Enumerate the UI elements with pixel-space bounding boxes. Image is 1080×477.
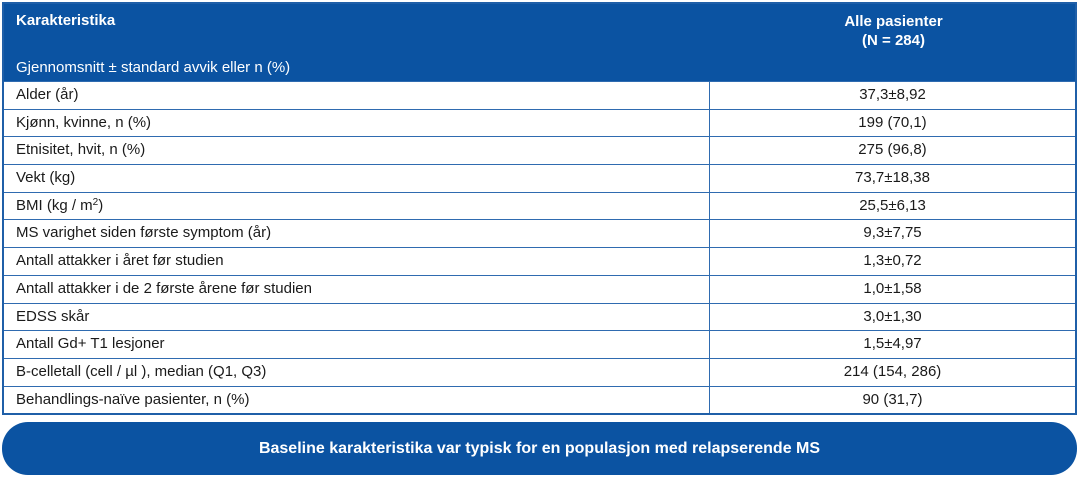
table-row [4, 386, 1075, 414]
row-label: Behandlings-naïve pasienter, n (%) [4, 387, 710, 414]
column-header-characteristics: Karakteristika [16, 12, 116, 29]
row-label: Vekt (kg) [4, 165, 710, 192]
column-header-subtitle: Gjennomsnitt ± standard avvik eller n (%) [16, 59, 291, 76]
table-row [4, 358, 1075, 386]
superscript: 2 [92, 196, 99, 208]
bmi-label-text: BMI (kg / m [16, 196, 93, 214]
row-label [4, 193, 710, 220]
table-row [4, 219, 1075, 247]
all-patients-label: Alle pasienter [844, 13, 943, 30]
table-row [4, 303, 1075, 331]
row-label: Antall attakker i de 2 første årene før studien [4, 276, 710, 303]
row-value: 1,3±0,72 [863, 252, 922, 270]
row-label: B-celletall (cell / µl ), median (Q1, Q3) [4, 359, 710, 386]
table-row [4, 109, 1075, 137]
table-row [4, 330, 1075, 358]
table-row [4, 247, 1075, 275]
baseline-characteristics-table [2, 2, 1077, 415]
row-label: EDSS skår [4, 304, 710, 331]
row-value: 214 (154, 286) [843, 362, 942, 380]
row-value: 9,3±7,75 [863, 224, 922, 242]
bmi-label-close: ) [98, 196, 104, 214]
row-value: 90 (31,7) [862, 390, 923, 408]
row-value: 25,5±6,13 [859, 196, 926, 214]
row-value: 3,0±1,30 [863, 307, 922, 325]
table-row [4, 275, 1075, 303]
row-label: Kjønn, kvinne, n (%) [4, 110, 710, 137]
patient-count-label: (N = 284) [862, 32, 925, 49]
row-value: 37,3±8,92 [859, 86, 926, 103]
table-row [4, 192, 1075, 220]
column-header-all-patients [712, 12, 1075, 50]
row-label: Antall Gd+ T1 lesjoner [4, 331, 710, 358]
table-row [4, 136, 1075, 164]
summary-banner: Baseline karakteristika var typisk for en populasjon med relapserende MS [2, 422, 1077, 475]
row-label: Etnisitet, hvit, n (%) [4, 137, 710, 164]
row-value: 73,7±18,38 [855, 169, 930, 187]
table-row [4, 164, 1075, 192]
table-row [4, 81, 1075, 109]
row-value: 275 (96,8) [858, 141, 927, 159]
row-value: 1,0±1,58 [863, 279, 922, 297]
row-value: 1,5±4,97 [863, 335, 922, 353]
row-label: Alder (år) [4, 82, 710, 109]
row-label: Antall attakker i året før studien [4, 248, 710, 275]
table-header [4, 4, 1075, 81]
row-label: MS varighet siden første symptom (år) [4, 220, 710, 247]
row-value: 199 (70,1) [858, 113, 927, 131]
